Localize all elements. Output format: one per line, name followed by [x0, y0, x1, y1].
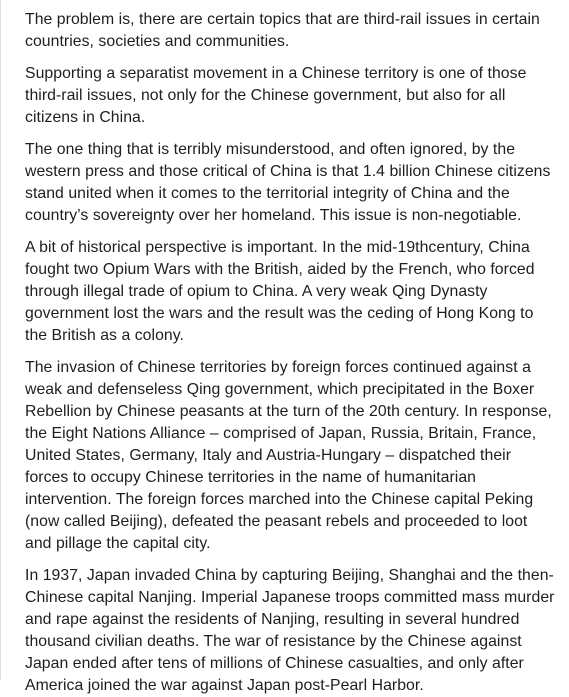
post-paragraph-3: The one thing that is terribly misunderstood, and often ignored, by the western press and those critical of China is that 1.4 billion Chinese citizens stand united when it comes to the territorial integrity of China and the country’s sovereignty over her homeland. This issue is non-negotiable.	[25, 141, 551, 224]
post-paragraph-1: The problem is, there are certain topics that are third-rail issues in certain countries, societies and communities.	[25, 11, 540, 50]
post-paragraph-6: In 1937, Japan invaded China by capturing Beijing, Shanghai and the then-Chinese capital Nanjing. Imperial Japanese troops committed mass murder and rape against the residents of Nanjing, resulting in several hundred thousand civilian deaths. The war of resistance by the Chinese against Japan ended after tens of millions of Chinese casualties, and only after America joined the war against Japan post-Pearl Harbor.	[25, 567, 555, 694]
post-paragraph-2: Supporting a separatist movement in a Chinese territory is one of those third-rail issues, not only for the Chinese government, but also for all citizens in China.	[25, 65, 527, 126]
post-paragraph-4: A bit of historical perspective is important. In the mid-19thcentury, China fought two Opium Wars with the British, aided by the French, who forced through illegal trade of opium to China. A very weak Qing Dynasty government lost the wars and the result was the ceding of Hong Kong to the British as a colony.	[25, 239, 535, 344]
post-paragraph-5: The invasion of Chinese territories by foreign forces continued against a weak and defenseless Qing government, which precipitated in the Boxer Rebellion by Chinese peasants at the turn of the 20th century. In response, the Eight Nations Alliance – comprised of Japan, Russia, Britain, France, United States, Germany, Italy and Austria-Hungary – dispatched their forces to occupy Chinese territories in the name of humanitarian intervention. The foreign forces marched into the Chinese capital Peking (now called Beijing), defeated the peasant rebels and proceeded to loot and pillage the capital city.	[25, 359, 552, 552]
